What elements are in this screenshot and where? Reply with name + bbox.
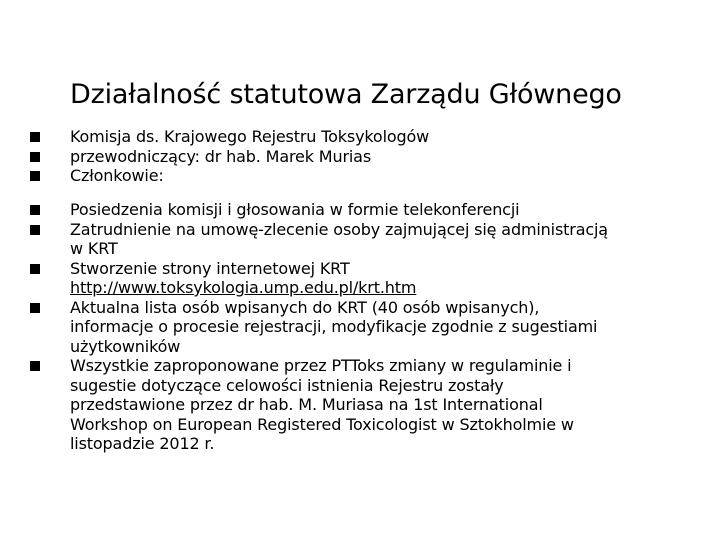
bullet-text: Komisja ds. Krajowego Rejestru Toksykologów (70, 127, 430, 146)
bullet-text-continued: listopadzie 2012 r. (70, 434, 215, 453)
bullet-item (0, 356, 670, 454)
bullet-text: Posiedzenia komisji i głosowania w formie telekonferencji (70, 200, 520, 219)
square-bullet-icon (30, 132, 40, 142)
bullet-text: Członkowie: (70, 166, 164, 185)
square-bullet-icon (30, 264, 40, 274)
square-bullet-icon (30, 361, 40, 371)
bullet-item (0, 127, 670, 147)
square-bullet-icon (30, 152, 40, 162)
bullet-text: Aktualna lista osób wpisanych do KRT (40 osób wpisanych), (70, 297, 540, 317)
bullet-text-continued: sugestie dotyczące celowości istnienia Rejestru zostały (70, 375, 504, 395)
bullet-item (0, 220, 670, 259)
bullet-text: Zatrudnienie na umowę-zlecenie osoby zajmującej się administracją (70, 219, 608, 239)
bullet-list-committee (0, 127, 670, 186)
bullet-item (0, 298, 670, 357)
krt-website-link[interactable]: http://www.toksykologia.ump.edu.pl/krt.htm (70, 278, 417, 297)
bullet-item (0, 259, 670, 298)
bullet-text-continued: Workshop on European Registered Toxicologist w Sztokholmie w (70, 414, 574, 434)
bullet-text-continued: przedstawione przez dr hab. M. Muriasa na 1st International (70, 395, 543, 414)
bullet-text-continued: informacje o procesie rejestracji, modyfikacje zgodnie z sugestiami (70, 317, 598, 336)
bullet-text: Wszystkie zaproponowane przez PTToks zmiany w regulaminie i (70, 356, 572, 375)
bullet-text: przewodniczący: dr hab. Marek Murias (70, 146, 372, 166)
slide-title: Działalność statutowa Zarządu Głównego (70, 79, 622, 110)
bullet-item (0, 147, 670, 167)
square-bullet-icon (30, 303, 40, 313)
bullet-item (0, 200, 670, 220)
bullet-text-continued: użytkowników (70, 336, 181, 356)
square-bullet-icon (30, 171, 40, 181)
bullet-list-activities (0, 200, 670, 454)
square-bullet-icon (30, 225, 40, 235)
square-bullet-icon (30, 205, 40, 215)
bullet-item (0, 166, 670, 186)
bullet-text: Stworzenie strony internetowej KRT (70, 258, 350, 278)
bullet-text-continued: w KRT (70, 239, 118, 258)
